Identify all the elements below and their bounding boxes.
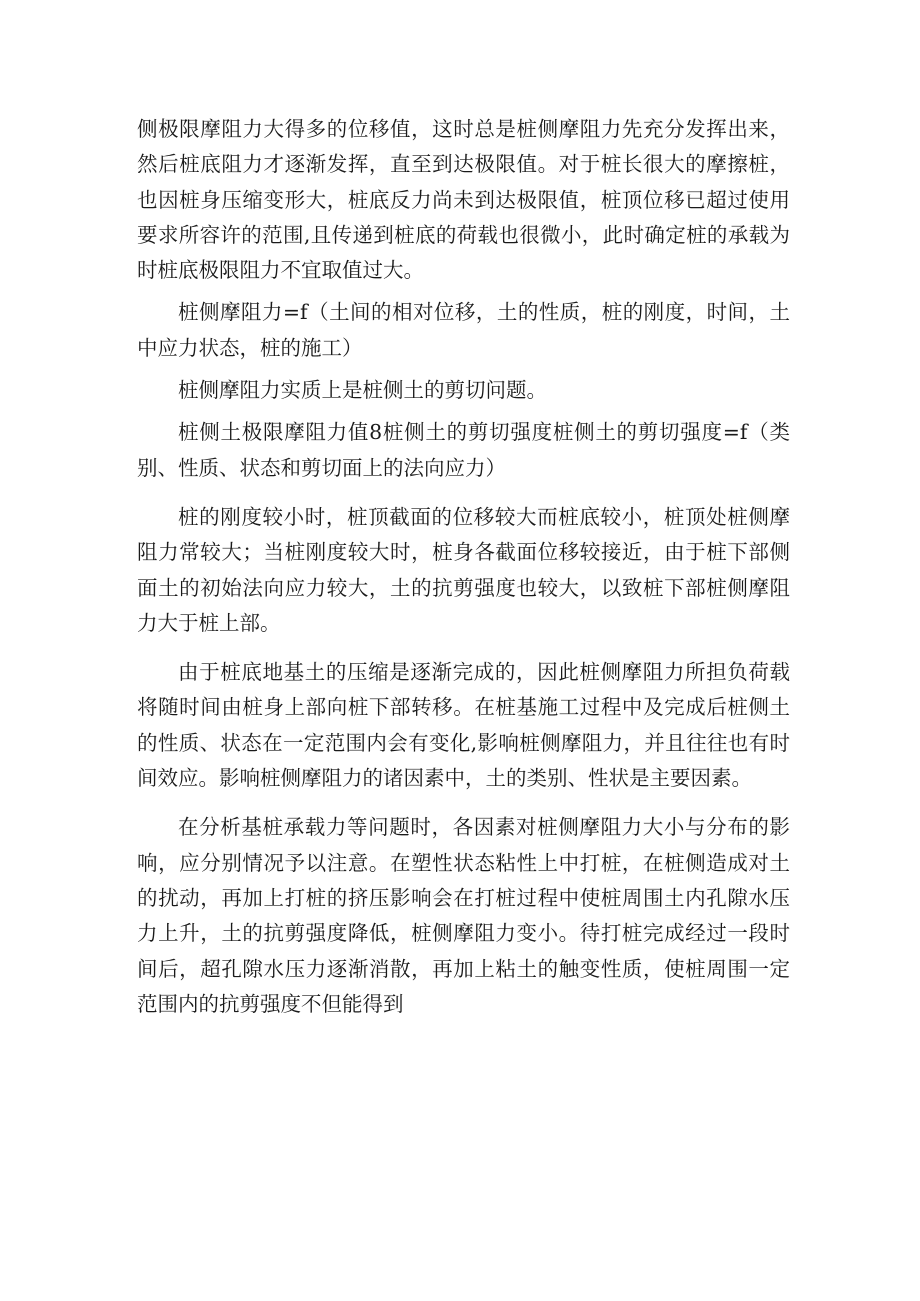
body-text xyxy=(137,112,790,1034)
paragraph-load-transfer: 由于桩底地基土的压缩是逐渐完成的，因此桩侧摩阻力所担负荷载将随时间由桩身上部向桩下部转移。在桩基施工过程中及完成后桩侧土的性质、状态在一定范围内会有变化,影响桩侧摩阻力，并且往往也有时间效应。影响桩侧摩阻力的诸因素中，土的类别、性状是主要因素。 xyxy=(137,660,790,791)
paragraph-shear-strength: 桩侧土极限摩阻力值8桩侧土的剪切强度桩侧土的剪切强度=f（类别、性质、状态和剪切面上的法向应力） xyxy=(137,420,790,480)
paragraph-continuation: 侧极限摩阻力大得多的位移值，这时总是桩侧摩阻力先充分发挥出来，然后桩底阻力才逐渐发挥，直至到达极限值。对于桩长很大的摩擦桩，也因桩身压缩变形大，桩底反力尚未到达极限值，桩顶位移已超过使用要求所容许的范围,且传递到桩底的荷载也很微小，此时确定桩的承载为时桩底极限阻力不宜取值过大。 xyxy=(137,117,790,283)
paragraph-pile-stiffness: 桩的刚度较小时，桩顶截面的位移较大而桩底较小，桩顶处桩侧摩阻力常较大；当桩刚度较大时，桩身各截面位移较接近，由于桩下部侧面土的初始法向应力较大，土的抗剪强度也较大，以致桩下部桩侧摩阻力大于桩上部。 xyxy=(137,504,790,635)
paragraph-shear-problem: 桩侧摩阻力实质上是桩侧土的剪切问题。 xyxy=(178,378,547,403)
paragraph-bearing-analysis: 在分析基桩承载力等问题时，各因素对桩侧摩阻力大小与分布的影响，应分别情况予以注意。在塑性状态粘性上中打桩，在桩侧造成对土的扰动，再加上打桩的挤压影响会在打桩过程中使桩周围土内孔隙水压力上升，土的抗剪强度降低，桩侧摩阻力变小。待打桩完成经过一段时间后，超孔隙水压力逐渐消散，再加上粘土的触变性质，使桩周围一定范围内的抗剪强度不但能得到 xyxy=(137,815,790,1016)
paragraph-friction-formula: 桩侧摩阻力=f（土间的相对位移，土的性质，桩的刚度，时间，土中应力状态，桩的施工） xyxy=(137,300,790,360)
